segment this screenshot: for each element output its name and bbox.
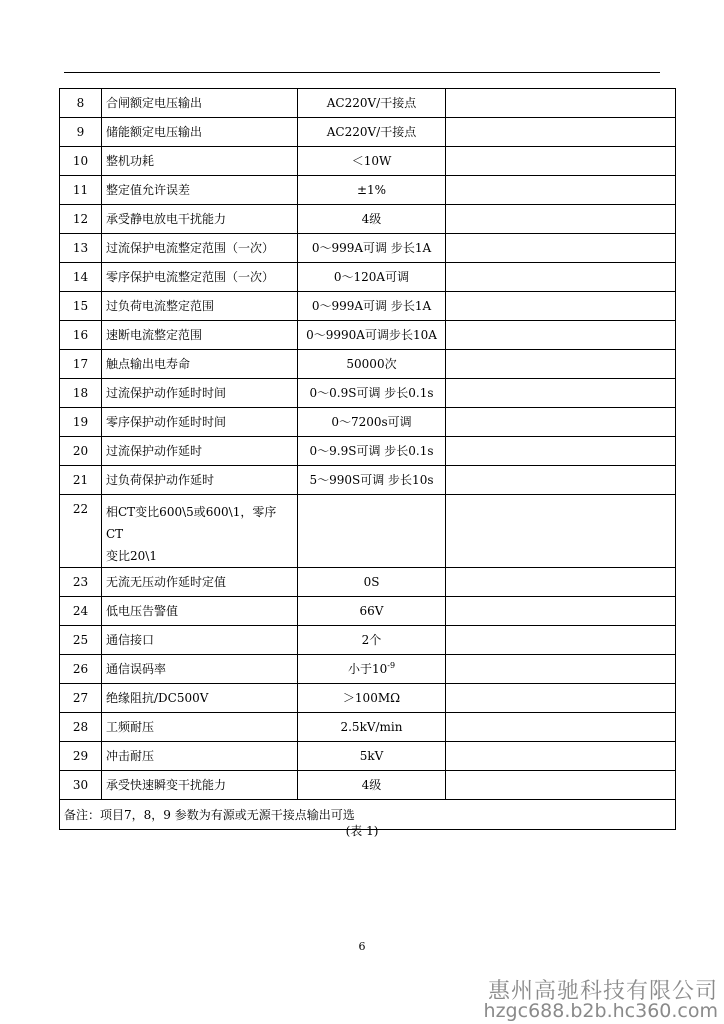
row-extra [446, 684, 676, 713]
row-parameter: 承受静电放电干扰能力 [102, 205, 298, 234]
row-extra [446, 495, 676, 568]
row-parameter: 整机功耗 [102, 147, 298, 176]
table-row [60, 89, 676, 118]
row-parameter: 过流保护动作延时 [102, 437, 298, 466]
row-parameter: 过负荷电流整定范围 [102, 292, 298, 321]
row-number: 9 [60, 118, 102, 147]
row-number: 27 [60, 684, 102, 713]
row-extra [446, 176, 676, 205]
row-number: 14 [60, 263, 102, 292]
row-value: 0～120A可调 [298, 263, 446, 292]
row-parameter [102, 495, 298, 568]
table-row [60, 408, 676, 437]
row-value: 0～7200s可调 [298, 408, 446, 437]
table-row [60, 234, 676, 263]
table-row [60, 713, 676, 742]
row-number: 18 [60, 379, 102, 408]
row-parameter: 储能额定电压输出 [102, 118, 298, 147]
table-row [60, 205, 676, 234]
row-extra [446, 89, 676, 118]
row-parameter: 冲击耐压 [102, 742, 298, 771]
row-value: ±1% [298, 176, 446, 205]
row-value: 2.5kV/min [298, 713, 446, 742]
row-parameter: 通信误码率 [102, 655, 298, 684]
table-row [60, 684, 676, 713]
row-parameter: 工频耐压 [102, 713, 298, 742]
table-row [60, 176, 676, 205]
row-value: AC220V/干接点 [298, 118, 446, 147]
row-number: 19 [60, 408, 102, 437]
row-number: 8 [60, 89, 102, 118]
row-extra [446, 742, 676, 771]
row-extra [446, 234, 676, 263]
row-number: 16 [60, 321, 102, 350]
row-value: ＜10W [298, 147, 446, 176]
table-row [60, 118, 676, 147]
row-parameter-line1: 相CT变比600\5或600\1，零序CT [106, 505, 277, 541]
row-extra [446, 292, 676, 321]
row-number: 26 [60, 655, 102, 684]
row-parameter: 低电压告警值 [102, 597, 298, 626]
row-value: 0～9990A可调步长10A [298, 321, 446, 350]
row-extra [446, 350, 676, 379]
row-parameter: 通信接口 [102, 626, 298, 655]
table-row [60, 771, 676, 800]
row-number: 15 [60, 292, 102, 321]
table-row [60, 626, 676, 655]
row-parameter: 零序保护电流整定范围（一次） [102, 263, 298, 292]
header-rule [64, 72, 660, 73]
row-value: 66V [298, 597, 446, 626]
table-row [60, 292, 676, 321]
table-caption: (表 1) [345, 824, 379, 838]
row-number: 20 [60, 437, 102, 466]
watermark-url: hzgc688.b2b.hc360.com [483, 1000, 718, 1022]
row-number: 12 [60, 205, 102, 234]
row-parameter: 整定值允许误差 [102, 176, 298, 205]
table-row [60, 466, 676, 495]
row-extra [446, 626, 676, 655]
table-row [60, 350, 676, 379]
row-value: 0～0.9S可调 步长0.1s [298, 379, 446, 408]
row-parameter: 过负荷保护动作延时 [102, 466, 298, 495]
table-row [60, 495, 676, 568]
row-value-exponent: -9 [387, 661, 396, 670]
table-row [60, 597, 676, 626]
row-extra [446, 437, 676, 466]
row-parameter: 无流无压动作延时定值 [102, 568, 298, 597]
row-extra [446, 263, 676, 292]
row-value: 5kV [298, 742, 446, 771]
row-extra [446, 655, 676, 684]
row-parameter-line2: 变比20\1 [106, 549, 157, 563]
row-value: 0～9.9S可调 步长0.1s [298, 437, 446, 466]
row-value [298, 495, 446, 568]
table-row [60, 655, 676, 684]
row-value: 5～990S可调 步长10s [298, 466, 446, 495]
table-row [60, 379, 676, 408]
row-extra [446, 205, 676, 234]
row-number: 25 [60, 626, 102, 655]
row-value [298, 655, 446, 684]
page-number: 6 [358, 940, 366, 953]
row-extra [446, 379, 676, 408]
row-value-base: 小于10 [347, 662, 388, 676]
row-number: 30 [60, 771, 102, 800]
row-value: ＞100MΩ [298, 684, 446, 713]
row-parameter: 过流保护动作延时时间 [102, 379, 298, 408]
row-extra [446, 321, 676, 350]
row-number: 13 [60, 234, 102, 263]
row-parameter: 零序保护动作延时时间 [102, 408, 298, 437]
table-row [60, 263, 676, 292]
row-value: AC220V/干接点 [298, 89, 446, 118]
row-number: 22 [60, 495, 102, 568]
row-extra [446, 147, 676, 176]
row-parameter: 绝缘阻抗/DC500V [102, 684, 298, 713]
row-value: 4级 [298, 205, 446, 234]
row-extra [446, 118, 676, 147]
row-value: 50000次 [298, 350, 446, 379]
row-parameter: 速断电流整定范围 [102, 321, 298, 350]
row-value: 0S [298, 568, 446, 597]
row-value: 0～999A可调 步长1A [298, 234, 446, 263]
row-number: 23 [60, 568, 102, 597]
row-extra [446, 408, 676, 437]
table-note: 备注：项目7，8，9 参数为有源或无源干接点输出可选 [60, 800, 676, 830]
row-extra [446, 568, 676, 597]
table-row [60, 568, 676, 597]
row-number: 11 [60, 176, 102, 205]
row-number: 28 [60, 713, 102, 742]
row-number: 17 [60, 350, 102, 379]
table-row [60, 437, 676, 466]
row-parameter: 触点输出电寿命 [102, 350, 298, 379]
row-parameter: 过流保护电流整定范围（一次） [102, 234, 298, 263]
row-parameter: 承受快速瞬变干扰能力 [102, 771, 298, 800]
row-extra [446, 466, 676, 495]
row-extra [446, 597, 676, 626]
table-row [60, 742, 676, 771]
watermark-company: 惠州高驰科技有限公司 [487, 979, 718, 1004]
row-number: 21 [60, 466, 102, 495]
row-value: 4级 [298, 771, 446, 800]
row-extra [446, 771, 676, 800]
row-number: 24 [60, 597, 102, 626]
spec-table [59, 88, 676, 830]
row-number: 29 [60, 742, 102, 771]
row-parameter: 合闸额定电压输出 [102, 89, 298, 118]
row-extra [446, 713, 676, 742]
row-value: 0～999A可调 步长1A [298, 292, 446, 321]
table-row [60, 147, 676, 176]
row-number: 10 [60, 147, 102, 176]
row-value: 2个 [298, 626, 446, 655]
table-row [60, 321, 676, 350]
